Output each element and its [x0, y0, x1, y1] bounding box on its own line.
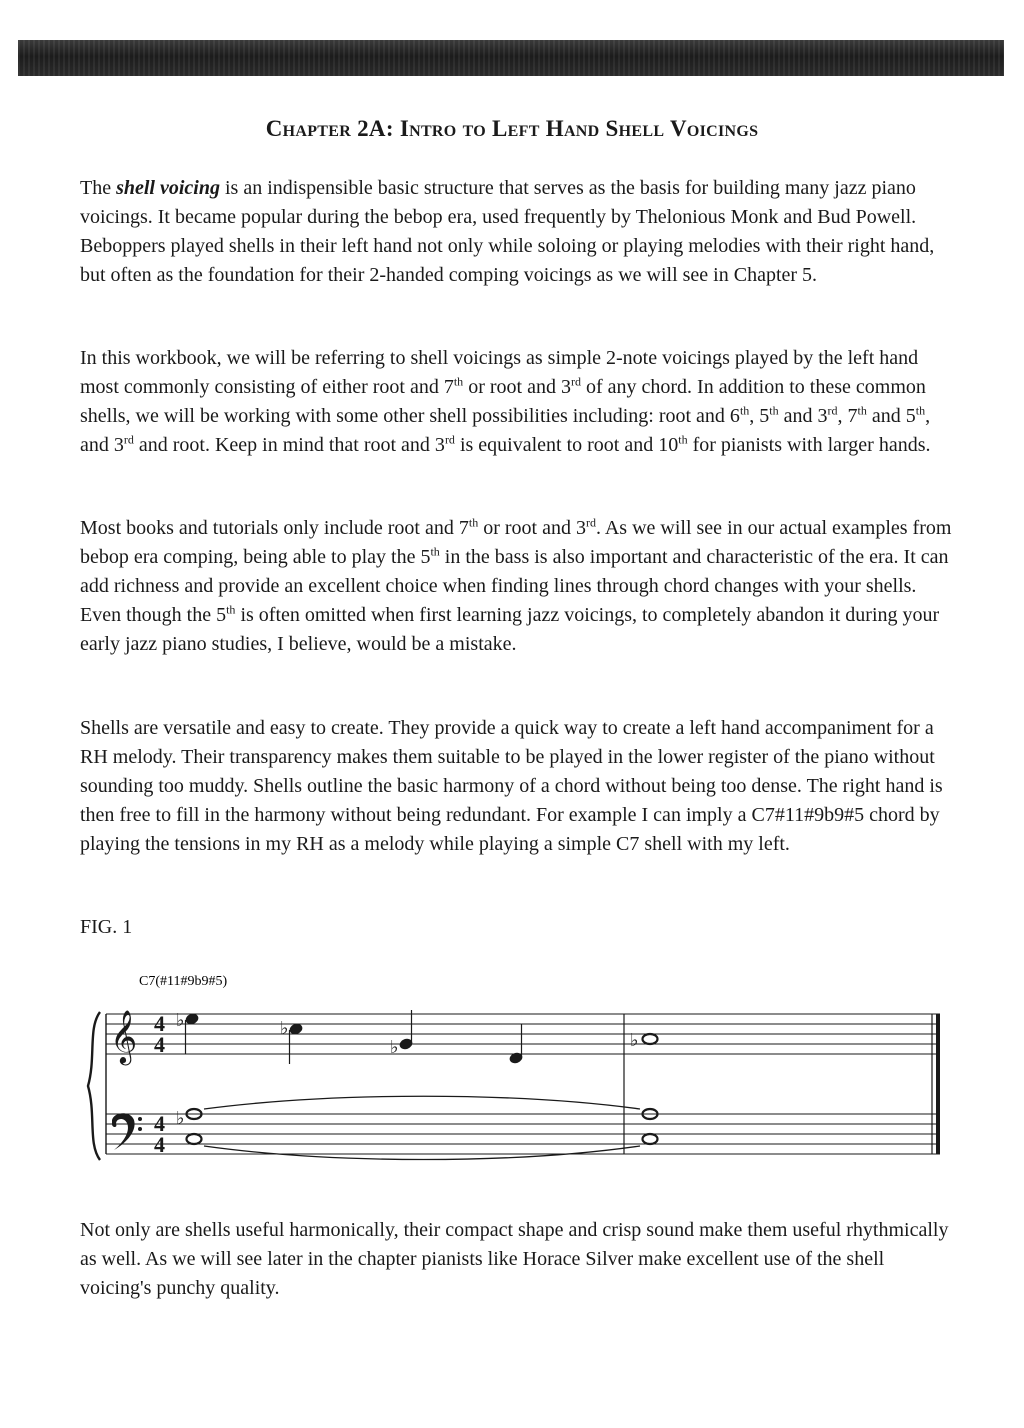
- chord-symbol: C7(#11#9b9#5): [139, 974, 228, 989]
- svg-text:♭: ♭: [176, 1108, 185, 1129]
- bass-time-sig-top: 4: [154, 1111, 165, 1136]
- treble-time-sig-bottom: 4: [154, 1032, 165, 1057]
- treble-whole-note: [630, 1030, 658, 1051]
- tie-lower: [204, 1146, 640, 1160]
- svg-text:♭: ♭: [280, 1018, 289, 1039]
- bass-staff: [106, 1114, 940, 1154]
- treble-note: [280, 1018, 303, 1064]
- svg-text:♭: ♭: [390, 1037, 399, 1058]
- term-shell-voicing: shell voicing: [116, 177, 220, 199]
- paragraph-3: Most books and tutorials only include root and 7th or root and 3rd. As we will see in our actual examples from bebop era comping, being able to play the 5th in the bass is also important and characteristic of the era. It can add richness and provide an excellent choice when finding lines through chord changes with your shells. Even though the 5th is often omitted when first learning jazz voicings, to completely abandon it during your early jazz piano studies, I believe, would be a mistake.: [80, 515, 952, 655]
- svg-text:♭: ♭: [176, 1010, 185, 1031]
- chapter-title: Chapter 2A: Intro to Left Hand Shell Voicings: [265, 116, 759, 141]
- paragraph-4: Shells are versatile and easy to create. They provide a quick way to create a left hand accompaniment for a RH melody. Their transparency makes them suitable to be played in the lower register of the piano without sounding too muddy. Shells outline the basic harmony of a chord without being too dense. The right hand is then free to fill in the harmony without being redundant. For example I can imply a C7#11#9b9#5 chord by playing the tensions in my RH as a melody while playing a simple C7 shell with my left.: [80, 717, 943, 855]
- bass-whole-note: [187, 1134, 202, 1144]
- bass-time-sig-bottom: 4: [154, 1132, 165, 1157]
- treble-staff: [106, 1014, 940, 1054]
- brace: [88, 1012, 100, 1160]
- tie-upper: [204, 1096, 640, 1109]
- treble-clef-icon: 𝄞: [110, 1009, 138, 1063]
- bass-whole-note: [176, 1108, 202, 1129]
- paragraph-1: The shell voicing is an indispensible basic structure that serves as the basis for building many jazz piano voicings. It became popular during the bebop era, used frequently by Thelonious Monk and Bud Powell. Beboppers played shells in their left hand not only while soloing or playing melodies with their right hand, but often as the foundation for their 2-handed comping voicings as we will see in Chapter 5.: [80, 177, 935, 286]
- treble-time-sig-top: 4: [154, 1011, 165, 1036]
- svg-text:♭: ♭: [630, 1030, 639, 1051]
- treble-note: [176, 1010, 199, 1054]
- header-bar: [18, 40, 1004, 76]
- grand-staff: [84, 968, 954, 1168]
- figure-label: FIG. 1: [80, 916, 133, 938]
- music-score: [84, 968, 954, 1168]
- paragraph-2: In this workbook, we will be referring to shell voicings as simple 2-note voicings played by the left hand most commonly consisting of either root and 7th or root and 3rd of any chord. In addition to these common shells, we will be working with some other shell possibilities including: root and 6th, 5th and 3rd, 7th and 5th, and 3rd and root. Keep in mind that root and 3rd is equivalent to root and 10th for pianists with larger hands.: [80, 347, 931, 456]
- paragraph-5: Not only are shells useful harmonically, their compact shape and crisp sound make them useful rhythmically as well. As we will see later in the chapter pianists like Horace Silver make excellent use of the shell voicing's punchy quality.: [80, 1219, 949, 1299]
- bass-whole-note: [643, 1134, 658, 1144]
